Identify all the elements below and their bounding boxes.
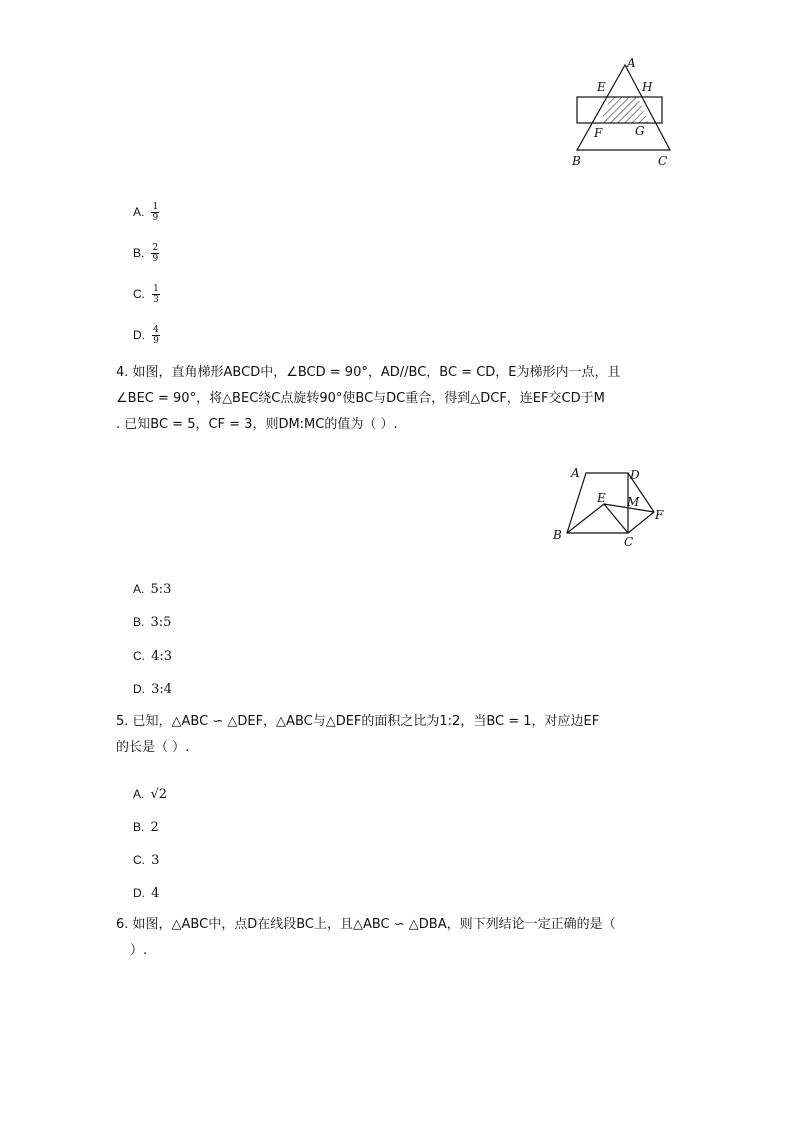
option-label: B.: [133, 615, 145, 629]
q4-line-3: . 已知BC = 5，CF = 3，则DM:MC的值为（ ）.: [116, 417, 398, 432]
option-text: √2: [150, 787, 168, 802]
q5-option-c[interactable]: [133, 851, 159, 870]
q4-option-c[interactable]: [133, 647, 172, 666]
option-text: 3:5: [150, 615, 172, 630]
label-H: H: [642, 80, 653, 94]
hatched-region: [600, 97, 648, 123]
option-text: 2: [150, 820, 159, 835]
option-label: A.: [133, 205, 145, 219]
fraction: $\frac{1}{9}$: [152, 202, 159, 223]
option-text: 3:4: [151, 682, 173, 697]
label-E: E: [597, 80, 606, 94]
label-B: B: [572, 154, 581, 168]
q6-line-2: ）.: [130, 943, 148, 958]
option-text: 3: [151, 853, 160, 868]
q5-option-a[interactable]: [133, 785, 167, 804]
q3-option-d[interactable]: [133, 325, 160, 346]
label-B: B: [553, 528, 562, 542]
fraction: $\frac{4}{9}$: [153, 325, 159, 346]
option-text: 5:3: [150, 582, 172, 597]
fraction: $\frac{1}{3}$: [153, 284, 159, 305]
q4-line-2: ∠BEC = 90°，将△BEC绕C点旋转90°使BC与DC重合，得到△DCF，连EF交CD于M: [116, 391, 605, 406]
q5-option-d[interactable]: [133, 884, 159, 903]
label-C: C: [658, 154, 668, 168]
option-label: B.: [133, 820, 145, 834]
q6-line-1: 6. 如图，△ABC中，点D在线段BC上，且△ABC ∽ △DBA，则下列结论一定正确的是（: [116, 917, 616, 932]
option-text: 4: [151, 886, 160, 901]
option-label: D.: [133, 886, 145, 900]
label-E: E: [597, 491, 606, 505]
q4-option-d[interactable]: [133, 680, 172, 699]
question-6: [116, 912, 676, 964]
q5-line-1: 5. 已知，△ABC ∽ △DEF，△ABC与△DEF的面积之比为1:2，当BC = 1，对应边EF: [116, 714, 600, 729]
q3-option-b[interactable]: [133, 243, 159, 264]
option-label: A.: [133, 787, 145, 801]
option-label: C.: [133, 649, 145, 663]
label-D: D: [630, 468, 640, 482]
label-F: F: [594, 126, 603, 140]
option-label: C.: [133, 853, 145, 867]
q5-option-b[interactable]: [133, 818, 159, 837]
question-4: [116, 360, 676, 438]
segment-b-e-c: [567, 504, 628, 533]
figure-triangle-strip: [565, 55, 680, 170]
label-G: G: [635, 124, 645, 138]
label-A: A: [571, 466, 580, 480]
q4-option-b[interactable]: [133, 613, 171, 632]
q3-option-a[interactable]: [133, 202, 159, 223]
option-label: C.: [133, 287, 145, 301]
q4-option-a[interactable]: [133, 580, 171, 599]
label-A: A: [627, 56, 636, 70]
q3-option-c[interactable]: [133, 284, 160, 305]
option-label: D.: [133, 682, 145, 696]
option-label: A.: [133, 582, 145, 596]
question-5: [116, 709, 676, 761]
label-F: F: [655, 508, 664, 522]
option-label: D.: [133, 328, 145, 342]
q5-line-2: 的长是（ ）.: [116, 740, 190, 755]
q4-line-1: 4. 如图，直角梯形ABCD中，∠BCD = 90°，AD//BC，BC = CD，E为梯形内一点，且: [116, 365, 621, 380]
label-C: C: [624, 535, 634, 549]
figure-trapezoid: [545, 460, 675, 552]
option-text: 4:3: [151, 649, 173, 664]
label-M: M: [627, 495, 640, 509]
option-label: B.: [133, 246, 145, 260]
fraction: $\frac{2}{9}$: [152, 243, 159, 264]
